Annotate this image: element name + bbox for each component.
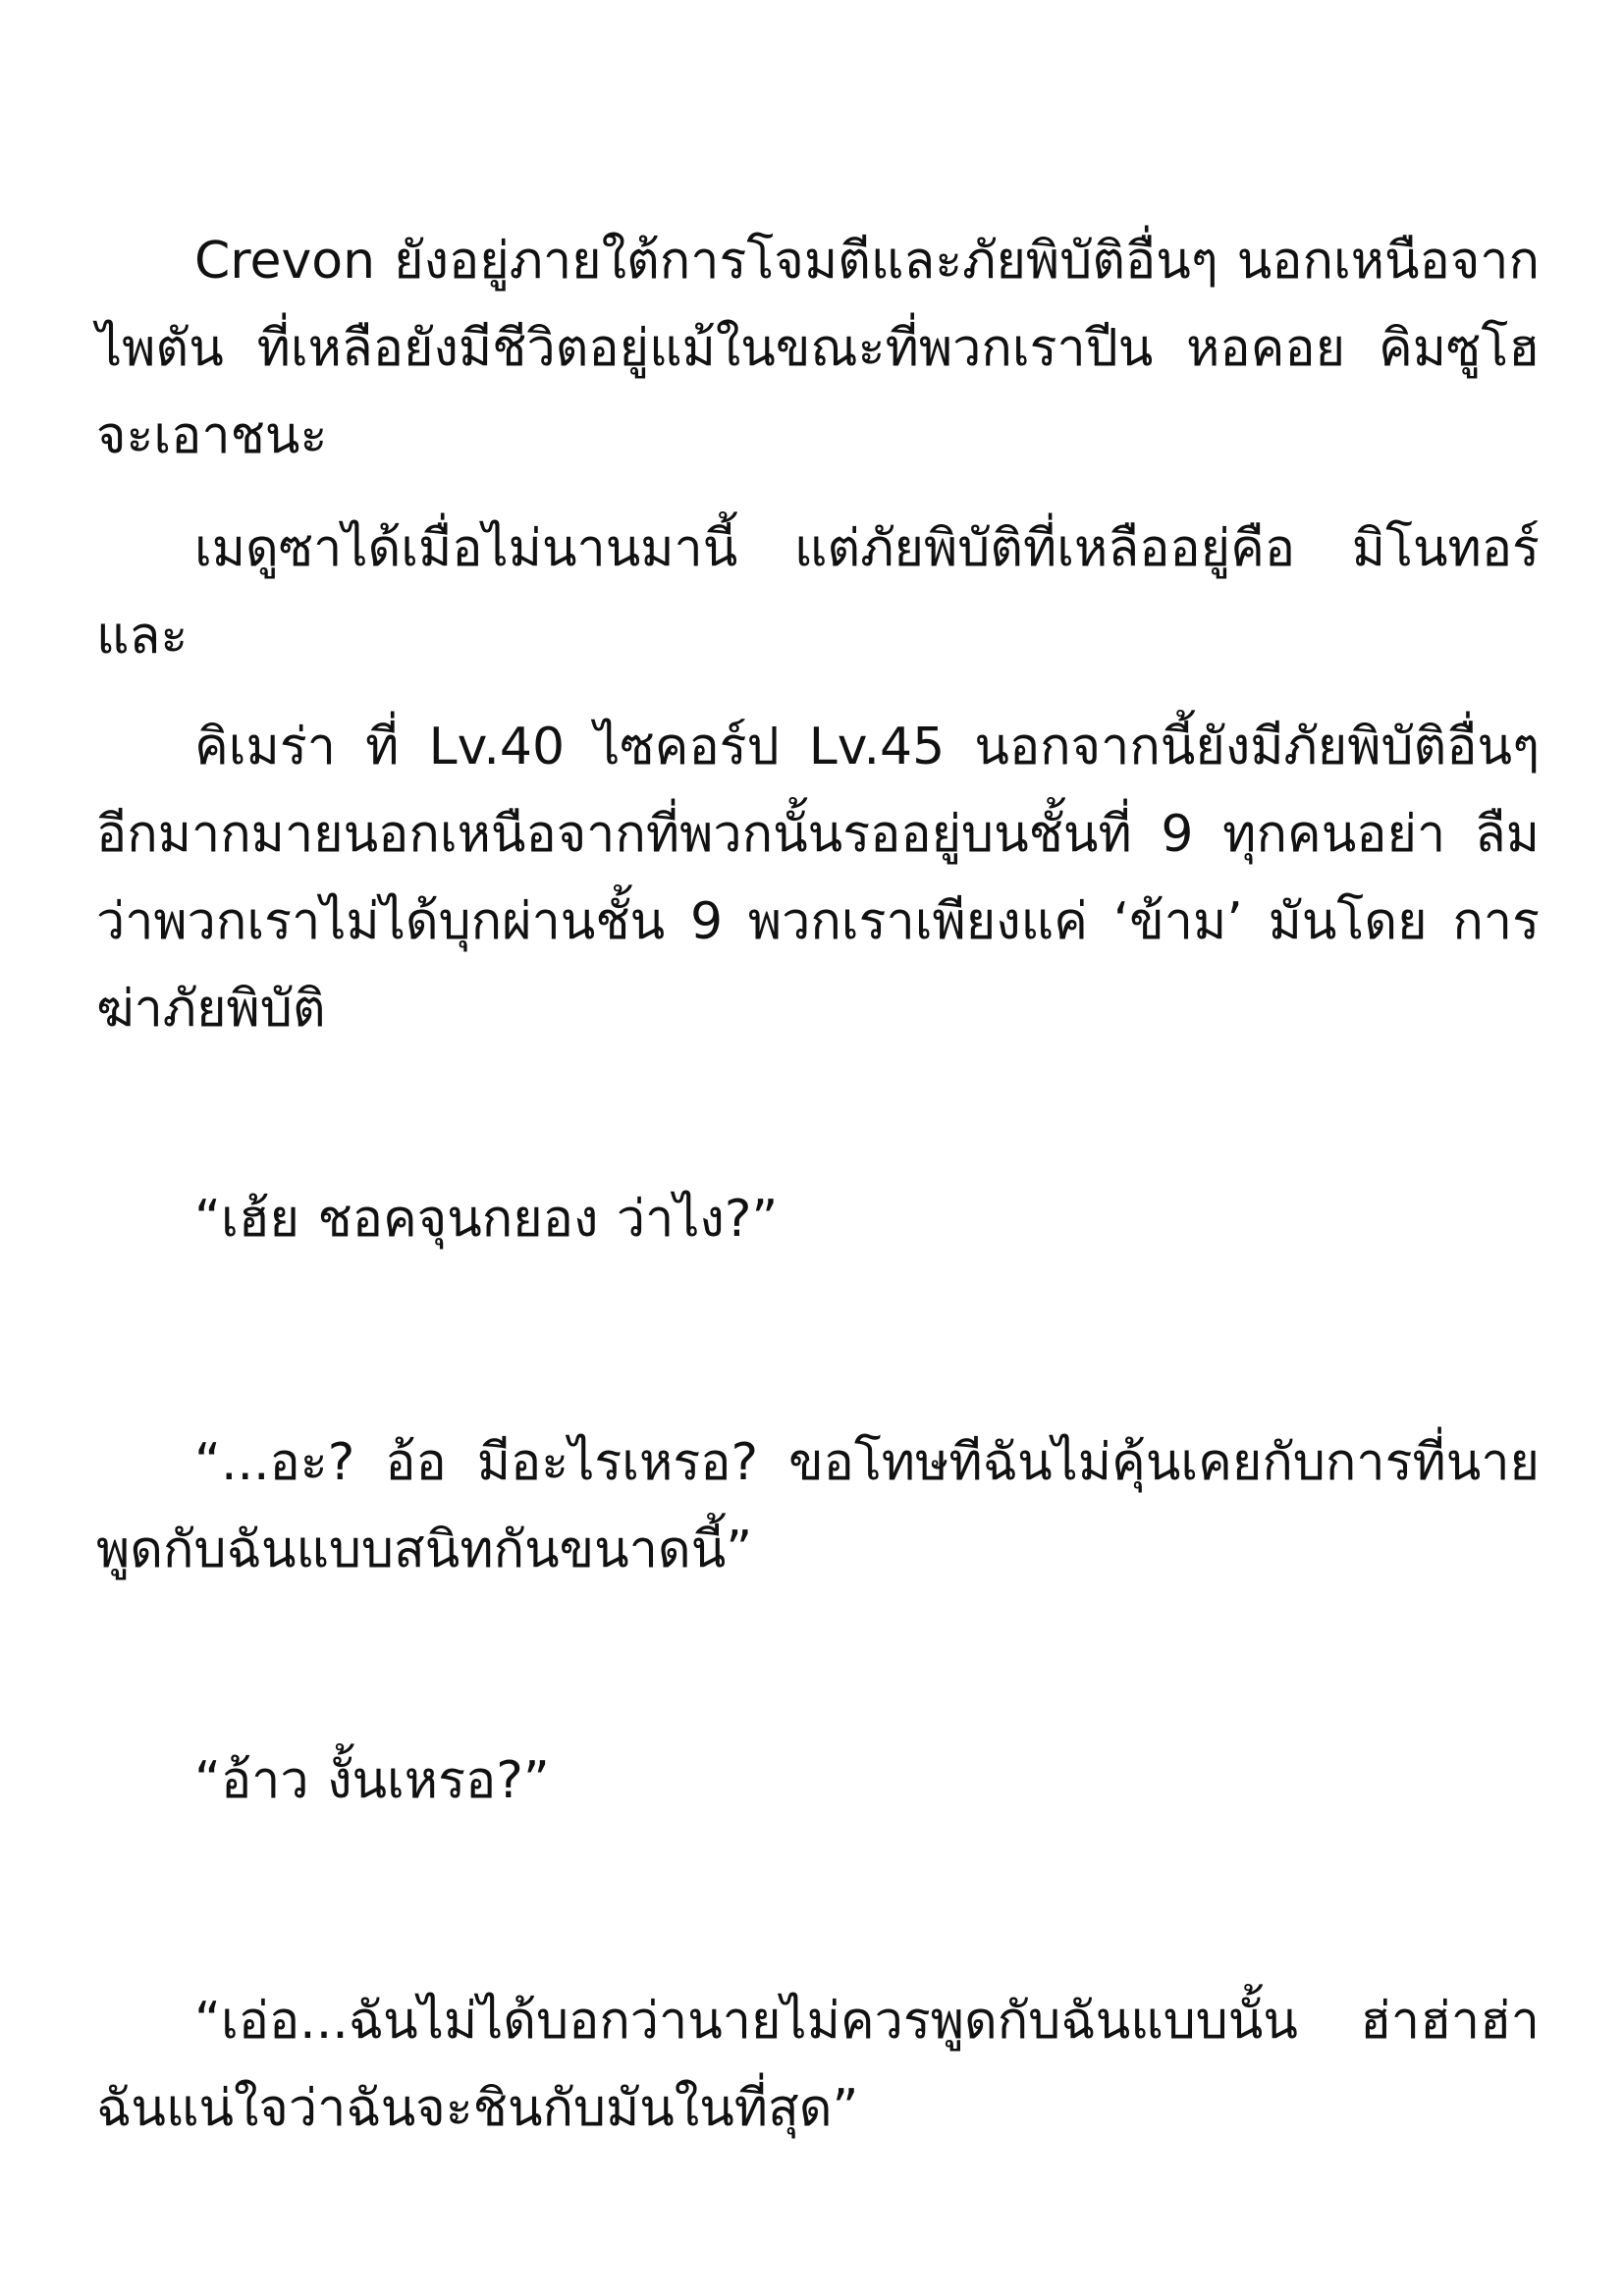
paragraph-2: เมดูซาได้เมื่อไม่นานมานี้ แต่ภัยพิบัติที่เหลืออยู่คือ มิโนทอร์ และ [96, 519, 1540, 666]
paragraph-3: คิเมร่า ที่ Lv.40 ไซคอร์ป Lv.45 นอกจากนี้ยังมีภัยพิบัติอื่นๆ อีกมากมายนอกเหนือจากที่พวกนั้นรออยู่บนชั้นที่ 9 ทุกคนอย่า ลืมว่าพวกเราไม่ได้บุกผ่านชั้น 9 พวกเราเพียงแค่ ‘ข้าม’ มันโดย การฆ่าภัยพิบัติ [96, 718, 1540, 1039]
dialogue-line-4: “เอ่อ...ฉันไม่ได้บอกว่านายไม่ควรพูดกับฉันแบบนั้น ฮ่าฮ่าฮ่า ฉันแน่ใจว่าฉันจะชินกับมันในที่สุด” [96, 1992, 1540, 2138]
dialogue-line-2: “...อะ? อ้อ มีอะไรเหรอ? ขอโทษทีฉันไม่คุ้นเคยกับการที่นาย พูดกับฉันแบบสนิทกันขนาดนี้” [96, 1433, 1540, 1579]
dialogue-line-1: “เฮ้ย ชอคจุนกยอง ว่าไง?” [194, 1190, 779, 1249]
dialogue-line-3: “อ้าว งั้นเหรอ?” [194, 1751, 550, 1810]
paragraph-1: Crevon ยังอยู่ภายใต้การโจมตีและภัยพิบัติอื่นๆ นอกเหนือจาก ไพตัน ที่เหลือยังมีชีวิตอยู่แม้ในขณะที่พวกเราปีน หอคอย คิมซูโฮจะเอาชนะ [96, 232, 1540, 465]
